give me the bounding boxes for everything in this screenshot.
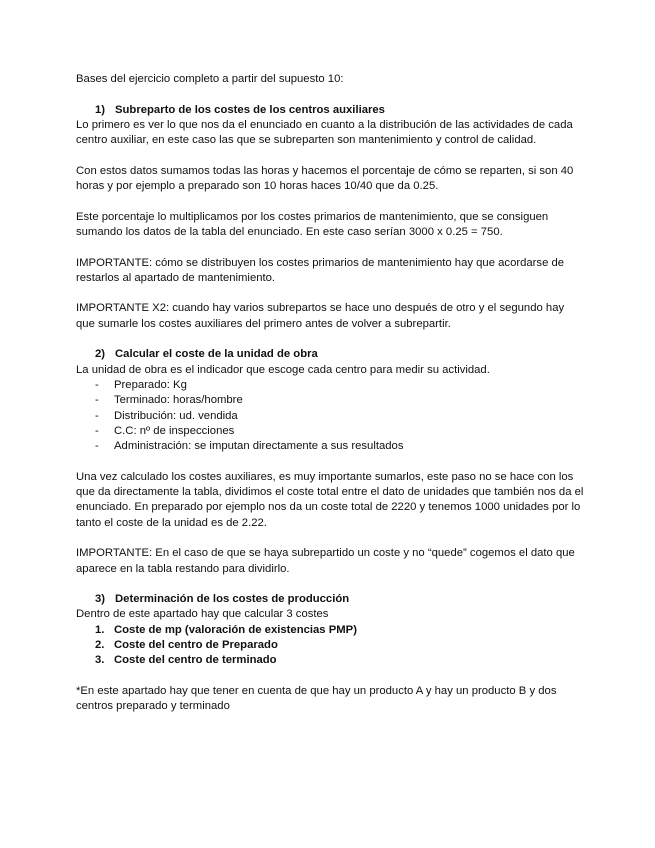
document-page (76, 72, 586, 714)
list-item: - Distribución: ud. vendida (95, 409, 238, 422)
section-1-heading (95, 103, 586, 118)
section-1-number: 1) (95, 103, 106, 116)
list-item: 2. Coste del centro de Preparado (95, 638, 278, 651)
section-1-paragraph-2: Con estos datos sumamos todas las horas y hacemos el porcentaje de cómo se reparten, si son 40 horas y por ejemplo a preparado son 10 horas haces 10/40 que da 0.25. (76, 164, 574, 193)
section-3-footnote: *En este apartado hay que tener en cuenta de que hay un producto A y hay un producto B y dos centros preparado y terminado (76, 684, 557, 713)
section-1-paragraph-3: Este porcentaje lo multiplicamos por los costes primarios de mantenimiento, que se consiguen sumando los datos de la tabla del enunciado. En este caso serían 3000 x 0.25 = 750. (76, 210, 549, 238)
section-3-title: Determinación de los costes de producción (115, 593, 350, 606)
section-2-number: 2) (95, 348, 106, 361)
section-1-title: Subreparto de los costes de los centros auxiliares (115, 103, 385, 116)
section-2-title: Calcular el coste de la unidad de obra (115, 348, 318, 361)
section-2-paragraph-1: La unidad de obra es el indicador que escoge cada centro para medir su actividad. (76, 363, 490, 376)
unit-of-work-list (76, 378, 586, 454)
section-1-important-note: IMPORTANTE: cómo se distribuyen los costes primarios de mantenimiento hay que acordarse de restarlos al apartado de mantenimiento. (76, 256, 565, 284)
list-item: 1. Coste de mp (valoración de existencias PMP) (95, 623, 357, 636)
section-3-number: 3) (95, 593, 106, 606)
intro-text: Bases del ejercicio completo a partir del supuesto 10: (76, 73, 344, 85)
production-costs-list (76, 623, 586, 669)
section-2-important-note: IMPORTANTE: En el caso de que se haya subrepartido un coste y no “quede” cogemos el dato que aparece en la tabla restando para dividirlo. (76, 547, 575, 575)
section-2-paragraph-2: Una vez calculado los costes auxiliares, es muy importante sumarlos, este paso no se hace con los que da directamente la tabla, dividimos el coste total entre el dato de unidades que también nos da el enunciado. En preparado por ejemplo nos da un coste total de 2220 y tenemos 1000 unidades por lo tanto el coste de la unidad es de 2.22. (76, 470, 584, 529)
section-1-paragraph-1: Lo primero es ver lo que nos da el enunciado en cuanto a la distribución de las actividades de cada centro auxiliar, en este caso las que se subreparten son mantenimiento y control de calidad. (76, 118, 573, 147)
section-1-important-note-2: IMPORTANTE X2: cuando hay varios subrepartos se hace uno después de otro y el segundo hay que sumarle los costes auxiliares del primero antes de volver a subrepartir. (76, 302, 565, 330)
list-item: - Administración: se imputan directamente a sus resultados (95, 440, 404, 453)
section-2-heading (95, 347, 586, 362)
list-item: 3. Coste del centro de terminado (95, 654, 277, 667)
list-item: - C.C: nº de inspecciones (95, 424, 235, 437)
list-item: - Terminado: horas/hombre (95, 394, 243, 407)
section-3-paragraph-1: Dentro de este apartado hay que calcular 3 costes (76, 608, 329, 621)
list-item: - Preparado: Kg (95, 378, 187, 391)
section-3-heading (95, 592, 586, 607)
